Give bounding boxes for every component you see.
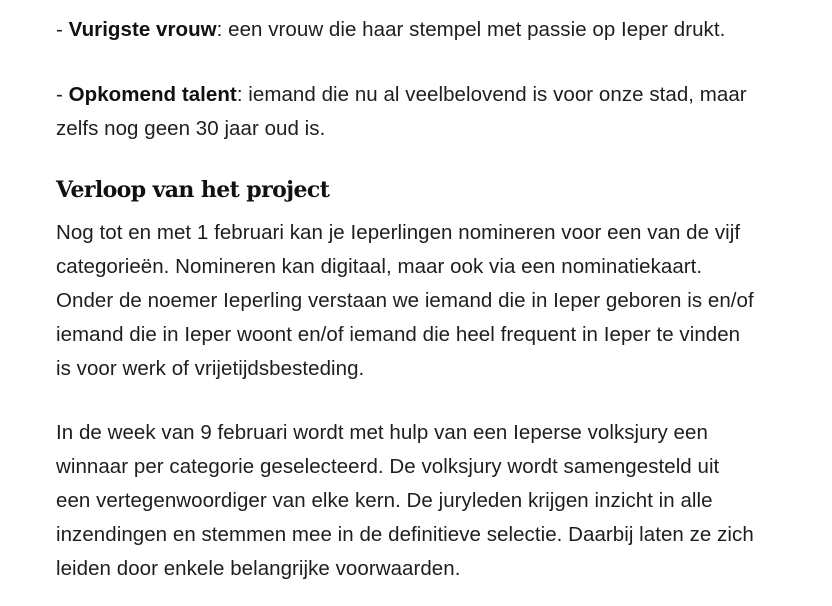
paragraph-line: leiden door enkele belangrijke voorwaarden.	[56, 557, 461, 580]
list-dash: -	[56, 18, 69, 41]
paragraph-line: Onder de noemer Ieperling verstaan we iemand die in Ieper geboren is en/of	[56, 289, 754, 312]
paragraph-line: categorieën. Nomineren kan digitaal, maar ook via een nominatiekaart.	[56, 255, 703, 278]
category-item-vurigste-vrouw	[56, 13, 826, 47]
paragraph-line: inzendingen en stemmen mee in de definitieve selectie. Daarbij laten ze zich	[56, 523, 754, 546]
category-line-2: zelfs nog geen 30 jaar oud is.	[56, 117, 326, 140]
paragraph-jury	[56, 416, 826, 586]
paragraph-nominations	[56, 216, 826, 386]
paragraph-line: iemand die in Ieper woont en/of iemand die heel frequent in Ieper te vinden	[56, 323, 741, 346]
section-heading: Verloop van het project	[56, 177, 330, 203]
category-description: : een vrouw die haar stempel met passie op Ieper drukt.	[216, 18, 726, 41]
category-description: : iemand die nu al veelbelovend is voor onze stad, maar	[236, 83, 747, 106]
paragraph-line: In de week van 9 februari wordt met hulp van een Ieperse volksjury een	[56, 421, 708, 444]
paragraph-line: Nog tot en met 1 februari kan je Ieperlingen nomineren voor een van de vijf	[56, 221, 741, 244]
category-name: Vurigste vrouw	[68, 18, 217, 41]
paragraph-line: is voor werk of vrijetijdsbesteding.	[56, 357, 365, 380]
category-line-1	[56, 78, 826, 112]
category-item-opkomend-talent	[56, 78, 826, 146]
paragraph-line: winnaar per categorie geselecteerd. De volksjury wordt samengesteld uit	[56, 455, 720, 478]
category-name: Opkomend talent	[68, 83, 237, 106]
list-dash: -	[56, 83, 69, 106]
paragraph-line: een vertegenwoordiger van elke kern. De juryleden krijgen inzicht in alle	[56, 489, 713, 512]
